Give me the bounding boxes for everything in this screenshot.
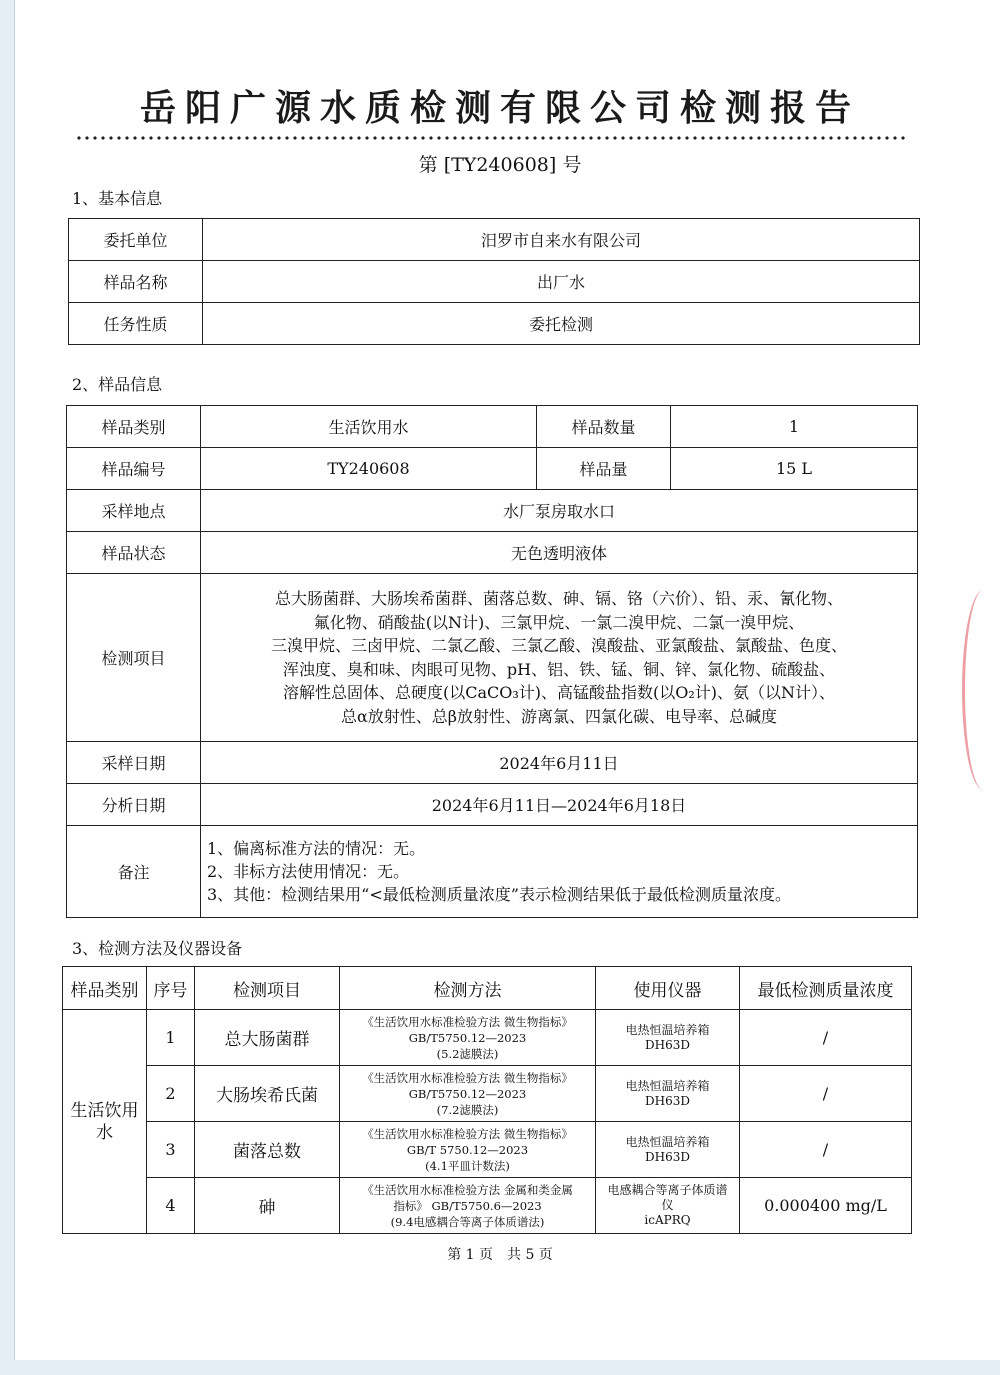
report-number: 第 [TY240608] 号 [418,154,582,176]
sampling-date-value: 2024年6月11日 [201,742,918,784]
remark-line: 2、非标方法使用情况：无。 [207,862,410,881]
sample-category-label: 样品类别 [67,406,201,448]
remarks-label: 备注 [67,826,201,918]
table-row [67,448,918,490]
dotted-divider [75,136,905,140]
sample-category-value: 生活饮用水 [201,406,537,448]
column-header: 检测项目 [195,967,340,1010]
scan-edge-line [14,0,15,1360]
instrument [596,1122,740,1178]
sample-id-value: TY240608 [201,448,537,490]
method-line: GB/T5750.12—2023 [408,1086,527,1101]
sampling-location-value: 水厂泵房取水口 [201,490,918,532]
column-header: 最低检测质量浓度 [740,967,912,1010]
red-seal-stamp [962,590,1000,790]
row-number: 1 [147,1010,195,1066]
basic-info-table [68,218,920,345]
row-number: 4 [147,1178,195,1234]
field-value: 出厂水 [203,261,920,303]
field-value: 汨罗市自来水有限公司 [203,219,920,261]
test-item: 菌落总数 [195,1122,340,1178]
instrument-line: DH63D [645,1037,690,1052]
method-line: 《生活饮用水标准检验方法 微生物指标》 [362,1126,573,1141]
table-row [63,1066,912,1122]
detection-limit: / [740,1066,912,1122]
column-header: 序号 [147,967,195,1010]
table-row [67,826,918,918]
analysis-date-label: 分析日期 [67,784,201,826]
instrument-line: DH63D [645,1093,690,1108]
table-row [63,1178,912,1234]
sample-category-cell: 生活饮用水 [63,1010,147,1234]
instrument [596,1178,740,1234]
method-line: (7.2滤膜法) [436,1102,499,1117]
test-items-line: 三溴甲烷、三卤甲烷、二氯乙酸、三氯乙酸、溴酸盐、亚氯酸盐、氯酸盐、色度、 [270,636,847,655]
test-items-line: 氟化物、硝酸盐(以N计)、三氯甲烷、一氯二溴甲烷、二氯一溴甲烷、 [313,612,805,632]
remark-line: 3、其他：检测结果用“<最低检测质量浓度”表示检测结果低于最低检测质量浓度。 [207,885,791,904]
method-line: (9.4电感耦合等离子体质谱法) [390,1214,545,1229]
test-items-line: 总α放射性、总β放射性、游离氯、四氯化碳、电导率、总碱度 [340,706,778,726]
column-header: 样品类别 [63,967,147,1010]
analysis-date-value: 2024年6月11日—2024年6月18日 [201,784,918,826]
table-row [67,490,918,532]
section-methods-title: 3、检测方法及仪器设备 [72,939,243,958]
instrument [596,1010,740,1066]
page-number: 第 1 页 共 5 页 [447,1247,553,1263]
method-line: 《生活饮用水标准检验方法 微生物指标》 [362,1014,573,1029]
table-row [67,532,918,574]
instrument-line: icAPRQ [644,1213,691,1227]
test-items-label: 检测项目 [67,574,201,742]
test-item: 总大肠菌群 [195,1010,340,1066]
table-row [63,1122,912,1178]
field-value: 委托检测 [203,303,920,345]
remarks-list [201,826,918,918]
sample-id-label: 样品编号 [67,448,201,490]
test-method [340,1122,596,1178]
sample-count-label: 样品数量 [537,406,671,448]
method-line: 指标》 GB/T5750.6—2023 [393,1198,542,1213]
column-header: 使用仪器 [596,967,740,1010]
test-method [340,1178,596,1234]
method-line: GB/T5750.12—2023 [408,1030,527,1045]
detection-limit: 0.000400 mg/L [740,1178,912,1234]
instrument-line: 电热恒温培养箱 [625,1022,710,1037]
column-header: 检测方法 [340,967,596,1010]
sample-amount-label: 样品量 [537,448,671,490]
test-method [340,1066,596,1122]
table-row [69,219,920,261]
sample-amount-value: 15 L [671,448,918,490]
instrument-line: 电热恒温培养箱 [625,1134,710,1149]
test-items-line: 浑浊度、臭和味、肉眼可见物、pH、铝、铁、锰、铜、锌、氯化物、硫酸盐、 [282,659,836,679]
table-header-row [63,967,912,1010]
test-item: 大肠埃希氏菌 [195,1066,340,1122]
instrument-line: 仪 [661,1198,674,1212]
section-basic-info-title: 1、基本信息 [72,189,163,208]
instrument [596,1066,740,1122]
test-items-list [201,574,918,742]
method-line: 《生活饮用水标准检验方法 金属和类金属 [362,1182,573,1197]
report-title: 岳阳广源水质检测有限公司检测报告 [139,88,860,129]
instrument-line: 电感耦合等离子体质谱 [607,1183,728,1197]
sampling-location-label: 采样地点 [67,490,201,532]
method-line: (5.2滤膜法) [436,1046,499,1061]
test-method [340,1010,596,1066]
row-number: 3 [147,1122,195,1178]
field-label: 任务性质 [69,303,203,345]
remark-line: 1、偏离标准方法的情况：无。 [207,839,426,858]
method-line: 《生活饮用水标准检验方法 微生物指标》 [362,1070,573,1085]
instrument-line: 电热恒温培养箱 [625,1078,710,1093]
sample-count-value: 1 [671,406,918,448]
method-line: (4.1平皿计数法) [425,1158,510,1173]
detection-limit: / [740,1122,912,1178]
table-row [67,574,918,742]
section-sample-info-title: 2、样品信息 [72,375,163,394]
test-items-line: 溶解性总固体、总硬度(以CaCO₃计)、高锰酸盐指数(以O₂计)、氨（以N计）、 [282,683,836,702]
sampling-date-label: 采样日期 [67,742,201,784]
table-row [67,406,918,448]
test-item: 砷 [195,1178,340,1234]
table-row [69,303,920,345]
method-line: GB/T 5750.12—2023 [406,1142,529,1157]
instrument-line: DH63D [645,1149,690,1164]
scan-margin-bottom [0,1360,1000,1375]
sample-state-value: 无色透明液体 [201,532,918,574]
table-row [69,261,920,303]
table-row [67,742,918,784]
table-row [67,784,918,826]
field-label: 委托单位 [69,219,203,261]
sample-state-label: 样品状态 [67,532,201,574]
scan-margin-left [0,0,14,1375]
detection-limit: / [740,1010,912,1066]
sample-info-table [66,405,918,918]
test-items-line: 总大肠菌群、大肠埃希菌群、菌落总数、砷、镉、铬（六价）、铅、汞、氰化物、 [274,589,843,608]
row-number: 2 [147,1066,195,1122]
table-row [63,1010,912,1066]
methods-table [62,966,912,1234]
field-label: 样品名称 [69,261,203,303]
